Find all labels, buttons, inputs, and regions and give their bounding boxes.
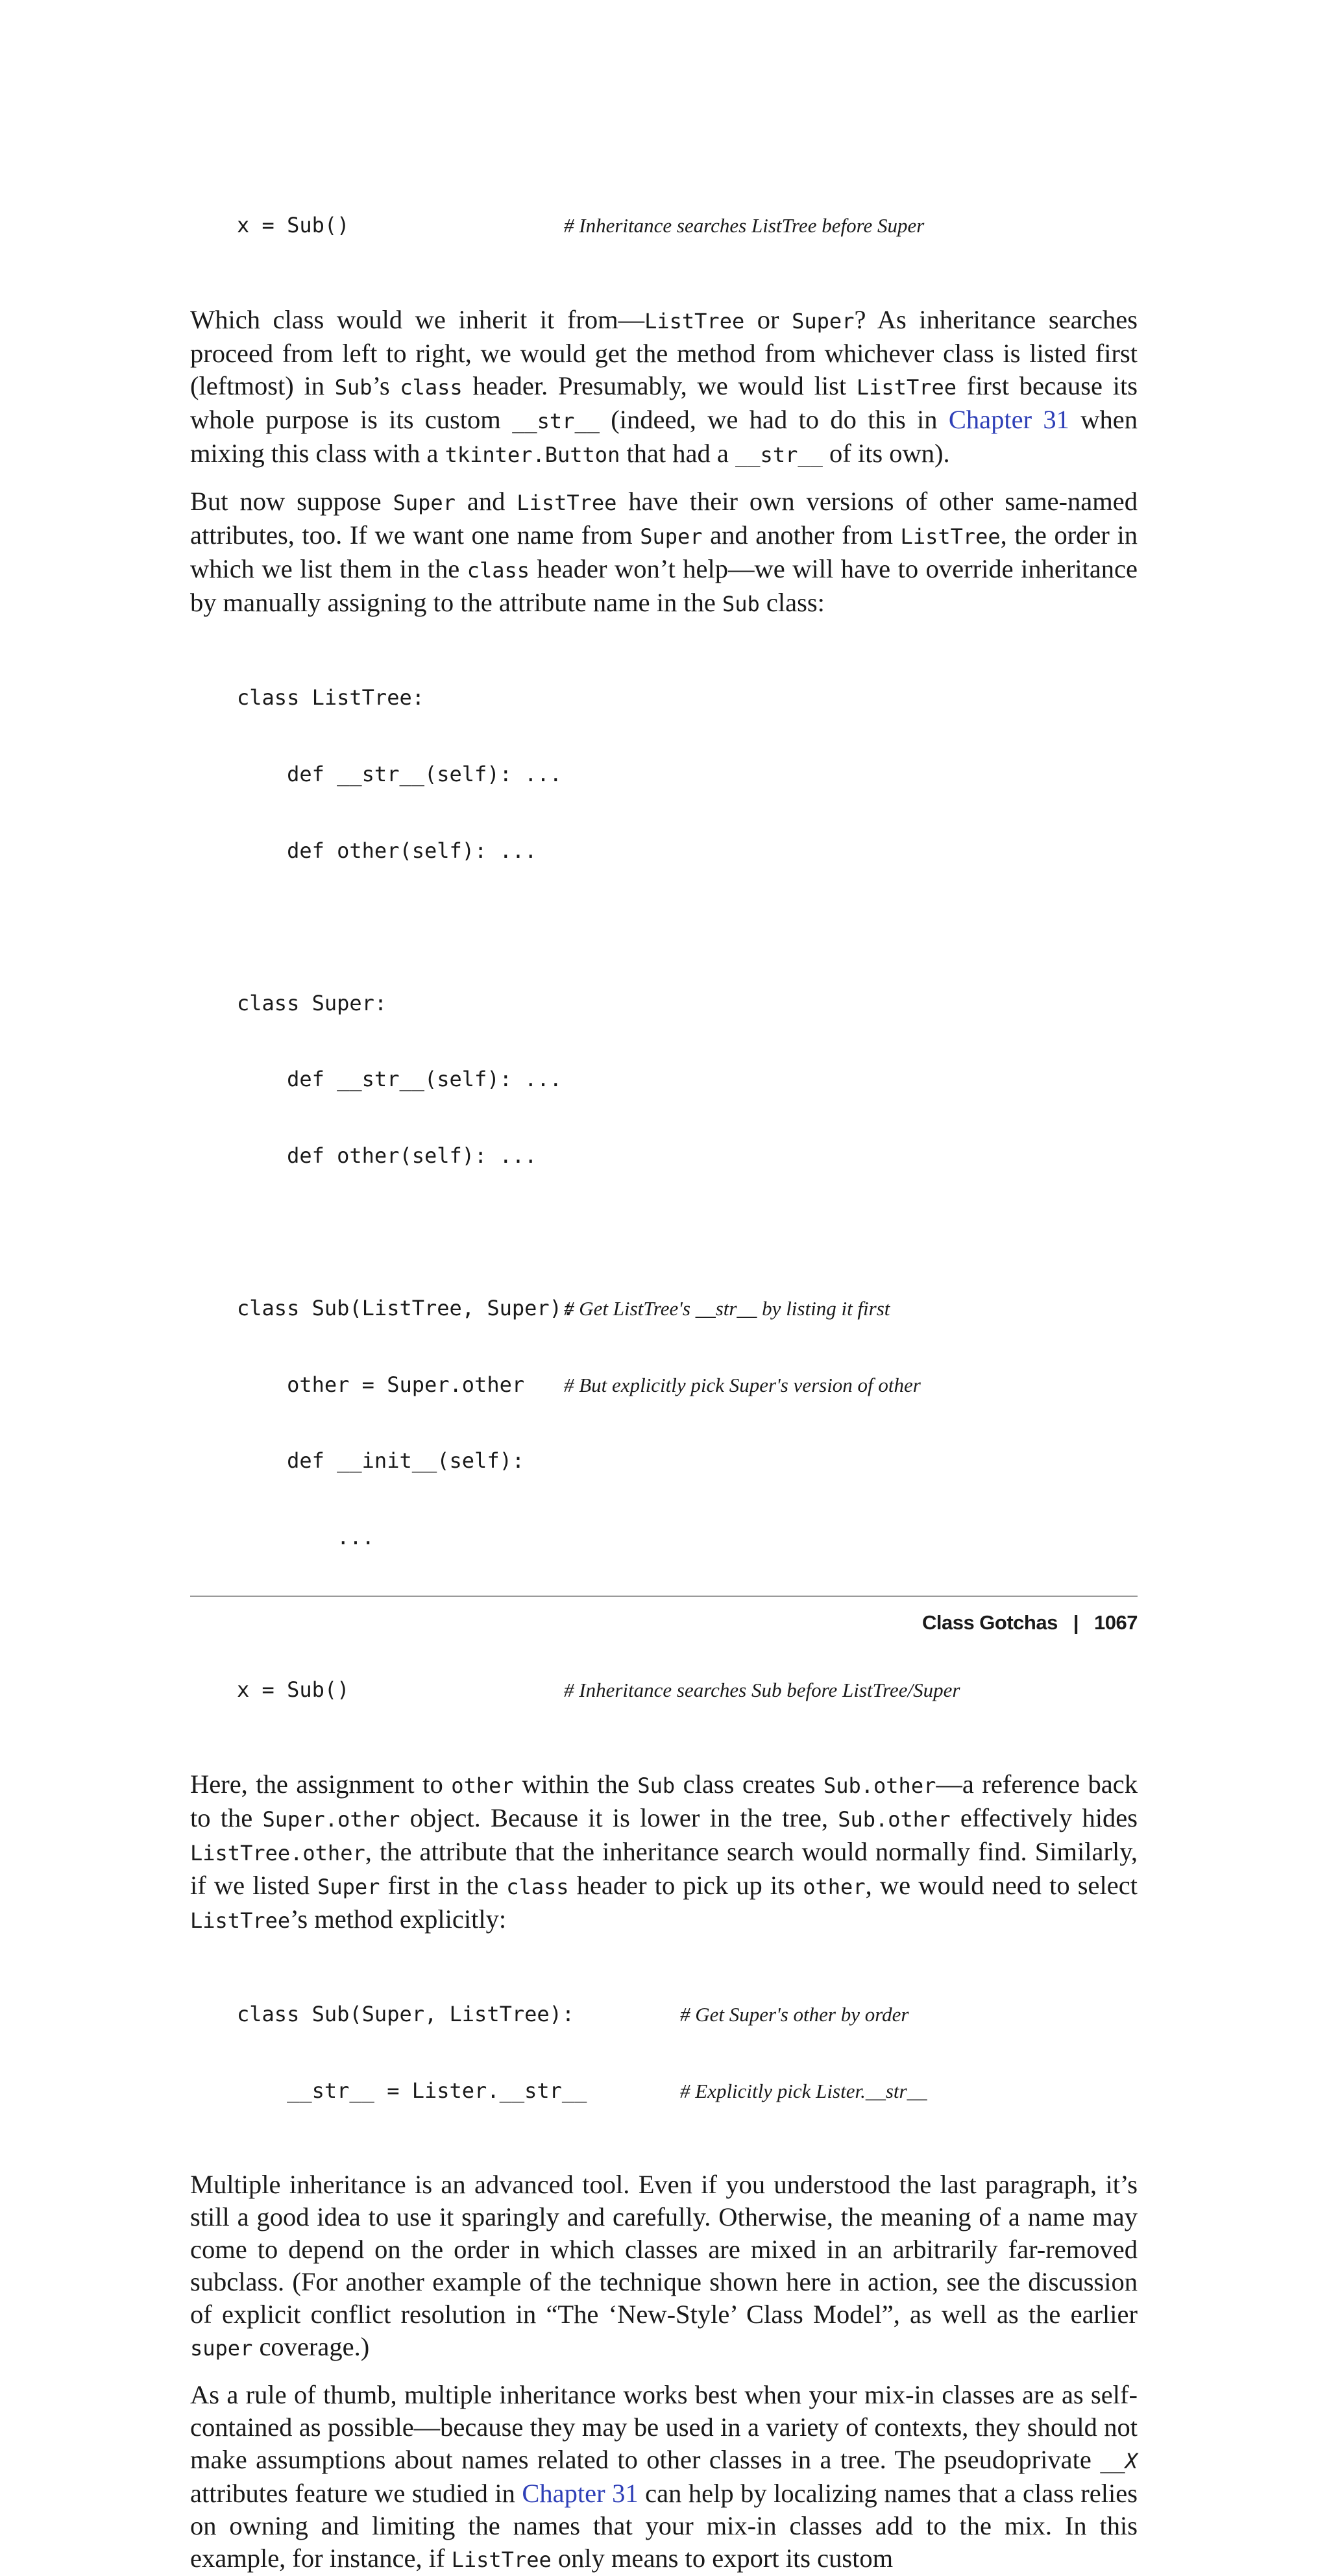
inline-code: __str__: [735, 443, 823, 467]
code-block-2: [237, 635, 1138, 1754]
paragraph-2: But now suppose Super and ListTree have their own versions of other same-named attributes, too. If we want one name from Super and another from ListTree, the order in which we list them in the class header won’t help—we will have to override inheritance by manually assigning to the attribute name in the Sub class:: [190, 487, 1138, 617]
code-line: ...: [237, 1524, 374, 1549]
code-text: x = Sub(): [237, 213, 350, 238]
inline-code: Super: [792, 309, 855, 334]
inline-code: ListTree.other: [190, 1840, 365, 1865]
code-line-blank: [237, 1220, 1138, 1245]
inline-code: __X: [1100, 2449, 1138, 2474]
code-comment: # Inheritance searches ListTree before Super: [564, 214, 925, 237]
inline-code: __str__: [512, 409, 600, 433]
page-content: [190, 162, 1138, 2576]
inline-code: Sub: [334, 375, 372, 400]
code-line: x = Sub() # Inheritance searches Sub before ListTree/Super: [237, 1677, 960, 1703]
code-line: def __str__(self): ...: [237, 1067, 562, 1092]
code-line: other = Super.other # But explicitly pick Super's version of other: [237, 1372, 921, 1397]
code-line: def __str__(self): ...: [237, 762, 562, 786]
inline-code: ListTree: [644, 309, 745, 334]
inline-code: Sub.other: [823, 1773, 936, 1798]
code-block-1: [237, 162, 1138, 289]
inline-code: ListTree: [856, 375, 957, 400]
page-number: 1067: [1094, 1611, 1138, 1634]
inline-code: ListTree: [451, 2547, 552, 2573]
code-block-3: [237, 1951, 1138, 2155]
paragraph-3: Here, the assignment to other within the Sub class creates Sub.other—a reference back to the Super.other object. Because it is lower in the tree, Sub.other effectively hides ListTree.other, the attribute that the inheritance search would normally find. Similarly, if we listed Super first in the class header to pick up its other, we would need to select ListTree’s method explicitly:: [190, 1769, 1138, 1934]
running-footer: [922, 1611, 1138, 1634]
paragraph-1: Which class would we inherit it from—ListTree or Super? As inheritance searches proceed from left to right, we would get the method from whichever class is listed first (leftmost) in Sub’s class header. Presumably, we would list ListTree first because its whole purpose is its custom __str__ (indeed, we had to do this in Chapter 31 when mixing this class with a tkinter.Button that had a __str__ of its own).: [190, 305, 1138, 468]
code-comment: # Get Super's other by order: [680, 2003, 909, 2026]
inline-code: Super: [640, 524, 703, 549]
footer-separator: |: [1073, 1611, 1079, 1634]
inline-code: Sub.other: [838, 1806, 951, 1832]
code-line: class Super:: [237, 990, 387, 1015]
inline-code: tkinter.Button: [445, 443, 620, 467]
code-line: def __init__(self):: [237, 1448, 525, 1474]
inline-code: ListTree: [517, 491, 617, 515]
inline-code: other: [451, 1773, 514, 1798]
inline-code: Sub: [637, 1773, 676, 1798]
code-line: class Sub(Super, ListTree): # Get Super's other by order: [237, 2002, 909, 2027]
inline-code: class: [467, 558, 530, 583]
inline-code: ListTree: [900, 524, 1001, 549]
code-comment: # Explicitly pick Lister.__str__: [680, 2079, 927, 2102]
code-comment: # Inheritance searches Sub before ListTree/Super: [564, 1679, 960, 1702]
inline-code: Super: [393, 491, 456, 515]
code-line: class Sub(ListTree, Super): # Get ListTree's __str__ by listing it first: [237, 1296, 890, 1321]
code-comment: # Get ListTree's __str__ by listing it first: [564, 1297, 890, 1320]
inline-code: Sub: [722, 592, 760, 616]
code-line: __str__ = Lister.__str__ # Explicitly pick Lister.__str__: [237, 2078, 927, 2103]
inline-code: Super.other: [262, 1806, 400, 1832]
inline-code: class: [506, 1874, 569, 1899]
paragraph-4: Multiple inheritance is an advanced tool. Even if you understood the last paragraph, it’s still a good idea to use it sparingly and carefully. Otherwise, the meaning of a name may come to depend on the order in which classes are mixed in an arbitrarily far-removed subclass. (For another example of the technique shown here in action, see the discussion of explicit conflict resolution in “The ‘New-Style’ Class Model”, as well as the earlier super coverage.): [190, 2170, 1138, 2362]
code-line-blank: [237, 914, 1138, 940]
chapter-link[interactable]: Chapter 31: [522, 2479, 639, 2509]
inline-code: class: [400, 375, 463, 400]
inline-code: super: [190, 2336, 253, 2361]
inline-code: other: [803, 1874, 866, 1899]
code-line: [237, 213, 1138, 238]
code-comment: # But explicitly pick Super's version of other: [564, 1373, 921, 1396]
footer-section-title: Class Gotchas: [921, 1611, 1058, 1634]
inline-code: Super: [317, 1874, 380, 1899]
inline-code: ListTree: [190, 1908, 291, 1933]
chapter-link[interactable]: Chapter 31: [948, 405, 1069, 434]
code-line: class ListTree:: [237, 685, 424, 711]
code-line: def other(self): ...: [237, 1143, 537, 1168]
code-line: def other(self): ...: [237, 838, 537, 863]
paragraph-5: As a rule of thumb, multiple inheritance works best when your mix-in classes are as self-contained as possible—because they may be used in a variety of contexts, they should not make assumptions about names related to other classes in a tree. The pseudoprivate __X attributes feature we studied in Chapter 31 can help by localizing names that a class relies on owning and limiting the names that your mix-in classes add to the mix. In this example, for instance, if ListTree only means to export its custom: [190, 2380, 1138, 2573]
page-footer: [190, 1596, 1138, 1634]
